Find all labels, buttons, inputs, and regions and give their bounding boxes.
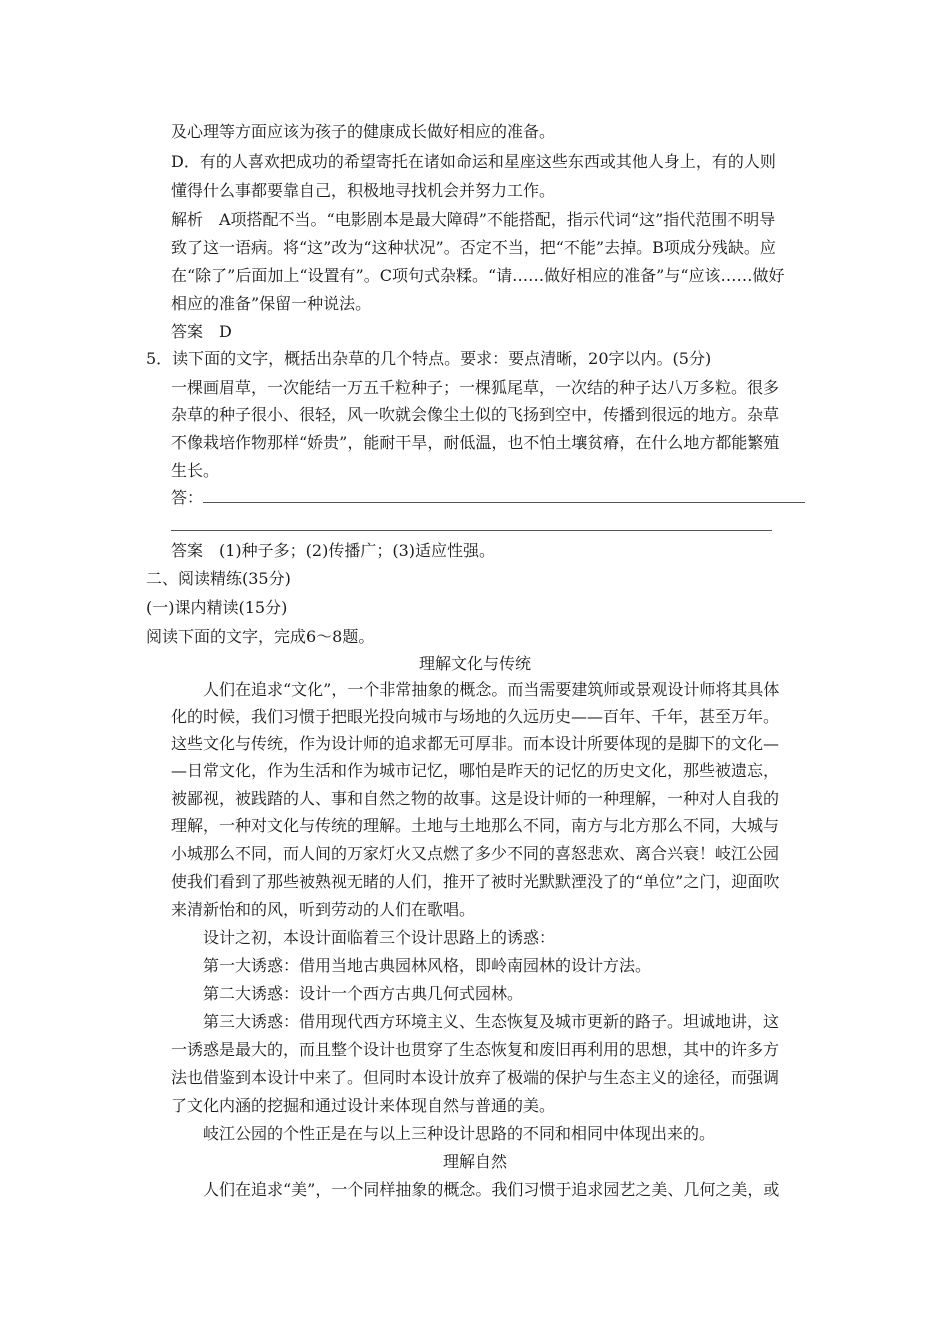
q4-analysis-line: 解析 A项搭配不当。“电影剧本是最大障碍”不能搭配，指示代词“这”指代范围不明导: [171, 210, 776, 229]
q4-analysis-line: 致了这一语病。将“这”改为“这种状况”。否定不当，把“不能”去掉。B项成分残缺。应: [171, 238, 776, 257]
article-line: 人们在追求“文化”，一个非常抽象的概念。而当需要建筑师或景观设计师将其具体: [203, 680, 780, 699]
section-title: 二、阅读精练(35分): [146, 569, 291, 588]
q4-analysis-line: 相应的准备”保留一种说法。: [171, 294, 372, 313]
article-line: 岐江公园的个性正是在与以上三种设计思路的不同和相同中体现出来的。: [203, 1124, 716, 1143]
article-line: 这些文化与传统，作为设计师的追求都无可厚非。而本设计所要体现的是脚下的文化—: [171, 734, 780, 753]
section-subtitle: (一)课内精读(15分): [146, 598, 288, 617]
article-line: 化的时候，我们习惯于把眼光投向城市与场地的久远历史——百年、千年，甚至万年。: [171, 707, 780, 726]
article-line: 来清新怡和的风，听到劳动的人们在歌唱。: [171, 900, 476, 919]
article-line: 使我们看到了那些被熟视无睹的人们，推开了被时光默默湮没了的“单位”之门，迎面吹: [171, 872, 780, 891]
q4-option-d-line: 懂得什么事都要靠自己，积极地寻找机会并努力工作。: [171, 181, 556, 200]
q4-option-c-tail: 及心理等方面应该为孩子的健康成长做好相应的准备。: [171, 122, 556, 141]
article-line: 设计之初，本设计面临着三个设计思路上的诱惑：: [203, 928, 556, 947]
answer-blank-line: [203, 502, 805, 503]
article-line: 第二大诱惑：设计一个西方古典几何式园林。: [203, 984, 524, 1003]
article-line: —日常文化，作为生活和作为城市记忆，哪怕是昨天的记忆的历史文化，那些被遗忘，: [171, 761, 780, 780]
article-line: 第三大诱惑：借用现代西方环境主义、生态恢复及城市更新的路子。坦诚地讲，这: [203, 1012, 780, 1031]
article-line: 理解，一种对文化与传统的理解。土地与土地那么不同，南方与北方那么不同，大城与: [171, 816, 780, 835]
q5-passage-line: 杂草的种子很小、很轻，风一吹就会像尘土似的飞扬到空中，传播到很远的地方。杂草: [171, 405, 780, 424]
article-line: 了文化内涵的挖掘和通过设计来体现自然与普通的美。: [171, 1096, 556, 1115]
q5-answer-label: 答：: [171, 488, 204, 507]
answer-blank-line: [171, 530, 772, 531]
article-line: 一诱惑是最大的，而且整个设计也贯穿了生态恢复和废旧再利用的思想，其中的许多方: [171, 1040, 780, 1059]
q5-passage-line: 一棵画眉草，一次能结一万五千粒种子；一棵狐尾草，一次结的种子达八万多粒。很多: [171, 378, 780, 397]
article-line: 被鄙视，被践踏的人、事和自然之物的故事。这是设计师的一种理解，一种对人自我的: [171, 789, 780, 808]
article-line: 小城那么不同，而人间的万家灯火又点燃了多少不同的喜怒悲欢、离合兴衰！岐江公园: [171, 844, 780, 863]
article-heading: 理解文化与传统: [418, 654, 531, 673]
article-line: 人们在追求“美”，一个同样抽象的概念。我们习惯于追求园艺之美、几何之美，或: [203, 1180, 780, 1199]
q5-question: 5．读下面的文字，概括出杂草的几个特点。要求：要点清晰，20字以内。(5分): [146, 349, 712, 368]
q4-answer: 答案 D: [171, 322, 232, 341]
article-line: 第一大诱惑：借用当地古典园林风格，即岭南园林的设计方法。: [203, 956, 652, 975]
q5-passage-line: 不像栽培作物那样“娇贵”，能耐干旱，耐低温，也不怕土壤贫瘠，在什么地方都能繁殖: [171, 433, 780, 452]
article-heading: 理解自然: [442, 1152, 507, 1171]
q5-passage-line: 生长。: [171, 461, 220, 480]
q5-answer: 答案 (1)种子多；(2)传播广；(3)适应性强。: [171, 541, 495, 560]
q4-analysis-line: 在“除了”后面加上“设置有”。C项句式杂糅。“请……做好相应的准备”与“应该……做好: [171, 266, 785, 285]
article-line: 法也借鉴到本设计中来了。但同时本设计放弃了极端的保护与生态主义的途径，而强调: [171, 1068, 780, 1087]
reading-instruction: 阅读下面的文字，完成6～8题。: [146, 627, 375, 646]
q4-option-d-line: D．有的人喜欢把成功的希望寄托在诸如命运和星座这些东西或其他人身上，有的人则: [171, 152, 776, 171]
